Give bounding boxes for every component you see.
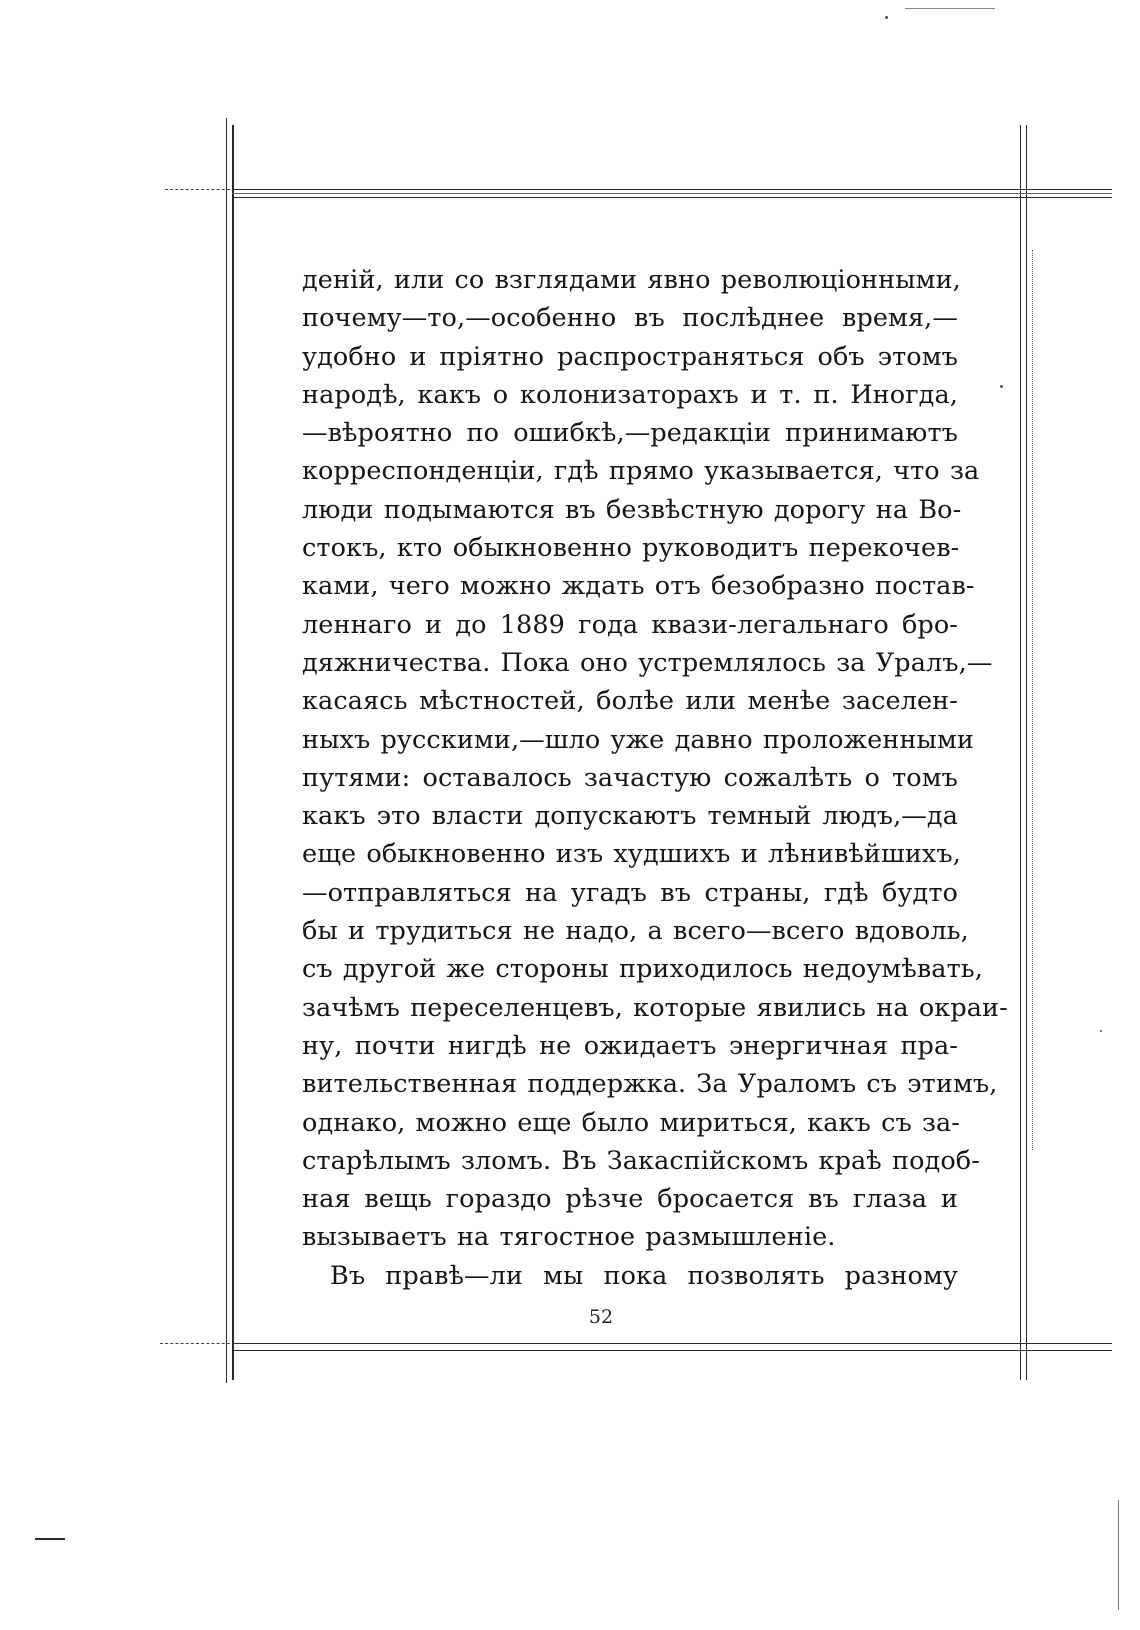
text-line: касаясь мѣстностей, болѣе или менѣе заселен- — [302, 686, 958, 717]
text-line: корреспонденціи, гдѣ прямо указывается, что за — [302, 456, 980, 487]
top-rule-dashed-left — [165, 189, 235, 190]
frame-left-outer-line — [226, 118, 227, 1383]
text-line: вительственная поддержка. За Ураломъ съ этимъ, — [302, 1069, 998, 1100]
text-line: почему—то,—особенно въ послѣднее время,— — [302, 303, 958, 334]
text-line: леннаго и до 1889 года квази-легальнаго бро- — [302, 609, 958, 640]
text-line: съ другой же стороны приходилось недоумѣвать, — [302, 954, 983, 985]
text-line: ну, почти нигдѣ не ожидаетъ энергичная пра- — [302, 1030, 958, 1061]
scan-mark-bottom-left — [35, 1538, 65, 1540]
text-line: стокъ, кто обыкновенно руководитъ перекочев- — [302, 533, 960, 564]
text-line: люди подымаются въ безвѣстную дорогу на Во- — [302, 494, 962, 525]
bottom-rule-upper — [232, 1343, 1112, 1344]
text-line: ками, чего можно ждать отъ безобразно постав- — [302, 571, 975, 602]
frame-right-inner-line — [1020, 125, 1021, 1380]
text-line: еще обыкновенно изъ худшихъ и лѣнивѣйшихъ, — [302, 839, 961, 870]
frame-left-inner-line — [232, 125, 234, 1380]
text-line: народѣ, какъ о колонизаторахъ и т. п. Иногда, — [302, 379, 958, 410]
text-line: какъ это власти допускаютъ темный людъ,—да — [302, 801, 958, 832]
frame-right-outer-line — [1026, 125, 1027, 1380]
page-number: 52 — [588, 1306, 614, 1328]
text-line: однако, можно еще было мириться, какъ съ за- — [302, 1107, 961, 1138]
top-rule-upper — [232, 189, 1112, 190]
bottom-rule-lower — [232, 1350, 1112, 1351]
text-line: ная вещь гораздо рѣзче бросается въ глаза и — [302, 1184, 958, 1215]
scan-speck — [1000, 385, 1003, 388]
text-line: —вѣроятно по ошибкѣ,—редакціи принимаютъ — [302, 418, 958, 449]
scan-speck — [1100, 1030, 1102, 1032]
text-line: путями: оставалось зачастую сожалѣть о томъ — [302, 762, 958, 793]
text-line: зачѣмъ переселенцевъ, которые явились на окраи- — [302, 992, 1008, 1023]
text-line: дяжничества. Пока оно устремлялось за Уралъ,— — [302, 647, 993, 678]
text-line: удобно и пріятно распространяться объ этомъ — [302, 341, 958, 372]
text-line-paragraph-end: вызываетъ на тягостное размышленіе. — [302, 1222, 836, 1253]
text-line: старѣлымъ зломъ. Въ Закаспійскомъ краѣ подоб- — [302, 1145, 980, 1176]
scan-mark-bottom-right — [1118, 1500, 1119, 1610]
scan-mark-top-right — [905, 8, 995, 9]
text-line: —отправляться на угадъ въ страны, гдѣ будто — [302, 877, 958, 908]
text-line: бы и трудиться не надо, а всего—всего вдоволь, — [302, 916, 969, 947]
text-line: ныхъ русскими,—шло уже давно проложенными — [302, 724, 974, 755]
bottom-rule-dashed-left — [160, 1343, 235, 1344]
body-text — [302, 261, 1008, 1295]
scan-speck — [885, 16, 888, 19]
top-rule-middle — [232, 193, 1112, 194]
text-line: деній, или со взглядами явно революціонными, — [302, 265, 961, 295]
frame-right-dotted-line — [1032, 250, 1033, 1150]
text-line-paragraph-start: Въ правѣ—ли мы пока позволять разному — [330, 1260, 958, 1291]
top-rule-lower — [232, 197, 1112, 198]
